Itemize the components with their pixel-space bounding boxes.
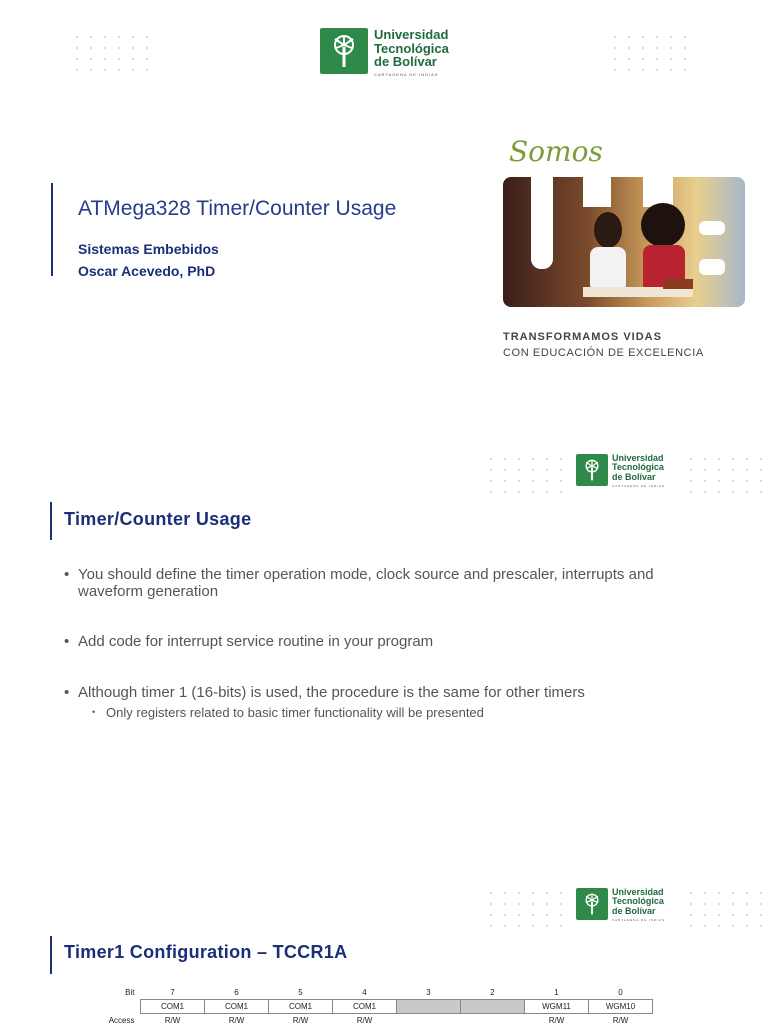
dot-pattern-left [76,36,151,74]
field-cell: WGM11 [525,1000,589,1014]
palm-tree-icon [576,888,608,920]
access-cell: R/W [228,1016,245,1024]
bullet-text: You should define the timer operation mode, clock source and prescaler, interrupts and waveform generation [78,566,654,600]
bullet-marker: • [64,684,70,701]
access-row [98,1014,653,1024]
logo-subtitle: CARTAGENA DE INDIAS [612,918,666,923]
bit-number: 2 [490,988,495,997]
dot-pattern-right [690,892,765,930]
access-cell: R/W [612,1016,629,1024]
dot-pattern-right [690,458,765,496]
promo-tagline-1: TRANSFORMAMOS VIDAS [503,331,662,343]
bullet-item [64,633,714,650]
bullet-item [64,684,714,701]
field-cell: COM1 [333,1000,397,1014]
slide-heading: Timer/Counter Usage [64,509,252,529]
course-name: Sistemas Embebidos [78,241,219,257]
logo-line-1: Universidad [612,887,664,897]
reserved-cell [461,1000,525,1014]
logo-subtitle: CARTAGENA DE INDIAS [612,484,666,489]
utb-logo [576,454,665,488]
field-cell: COM1 [269,1000,333,1014]
logo-subtitle: CARTAGENA DE INDIAS [374,71,439,77]
slide-heading: Timer1 Configuration – TCCR1A [64,942,348,962]
bit-row [98,986,653,1000]
access-cell [397,1014,461,1024]
sub-bullet-text: Only registers related to basic timer functionality will be presented [106,705,484,720]
bullet-item [64,566,714,600]
dot-pattern-right [614,36,689,74]
field-cell: COM1 [205,1000,269,1014]
access-cell: R/W [292,1016,309,1024]
logo-line-1: Universidad [374,27,449,42]
bullet-text: Although timer 1 (16-bits) is used, the procedure is the same for other timers [78,684,585,701]
slide-tccr1a [0,872,768,1024]
bit-label: Bit [125,988,135,998]
students-illustration [568,195,703,305]
reserved-cell [397,1000,461,1014]
bullet-marker: • [64,633,70,650]
access-cell [461,1014,525,1024]
sub-bullet-item [92,705,484,720]
register-table [98,986,653,1024]
field-row [98,1000,653,1014]
utb-logo [576,888,665,922]
access-cell: R/W [356,1016,373,1024]
bit-number: 5 [298,988,303,997]
utb-logo [320,28,449,77]
logo-line-2: Tecnológica [374,40,449,56]
accent-bar [50,502,52,540]
accent-bar [50,936,52,974]
field-cell: WGM10 [589,1000,653,1014]
logo-line-2: Tecnológica [612,462,664,473]
dot-pattern-left [490,892,565,930]
promo-tagline-2: CON EDUCACIÓN DE EXCELENCIA [503,347,704,359]
access-cell: R/W [548,1016,565,1024]
palm-tree-icon [576,454,608,486]
bit-number: 4 [362,988,367,997]
dot-pattern-left [490,458,565,496]
access-label: Access [108,1015,135,1024]
bit-number: 7 [170,988,175,997]
bit-number: 1 [554,988,559,997]
author-name: Oscar Acevedo, PhD [78,263,216,279]
logo-line-2: Tecnológica [612,896,664,907]
logo-line-3: de Bolívar [374,54,437,70]
bit-number: 6 [234,988,239,997]
bullet-marker: • [92,707,96,717]
bullet-text: Add code for interrupt service routine in your program [78,633,434,650]
accent-bar [51,183,53,276]
slide-title [0,0,768,420]
logo-line-3: de Bolívar [612,471,656,482]
palm-tree-icon [320,28,368,74]
bit-number: 3 [426,988,431,997]
logo-line-1: Universidad [612,453,664,463]
bit-number: 0 [618,988,623,997]
access-cell: R/W [164,1016,181,1024]
presentation-title: ATMega328 Timer/Counter Usage [78,197,397,220]
bullet-marker: • [64,566,70,583]
promo-somos: Somos [509,135,603,168]
logo-line-3: de Bolívar [612,905,656,916]
field-cell: COM1 [141,1000,205,1014]
slide-timer-usage [0,435,768,855]
